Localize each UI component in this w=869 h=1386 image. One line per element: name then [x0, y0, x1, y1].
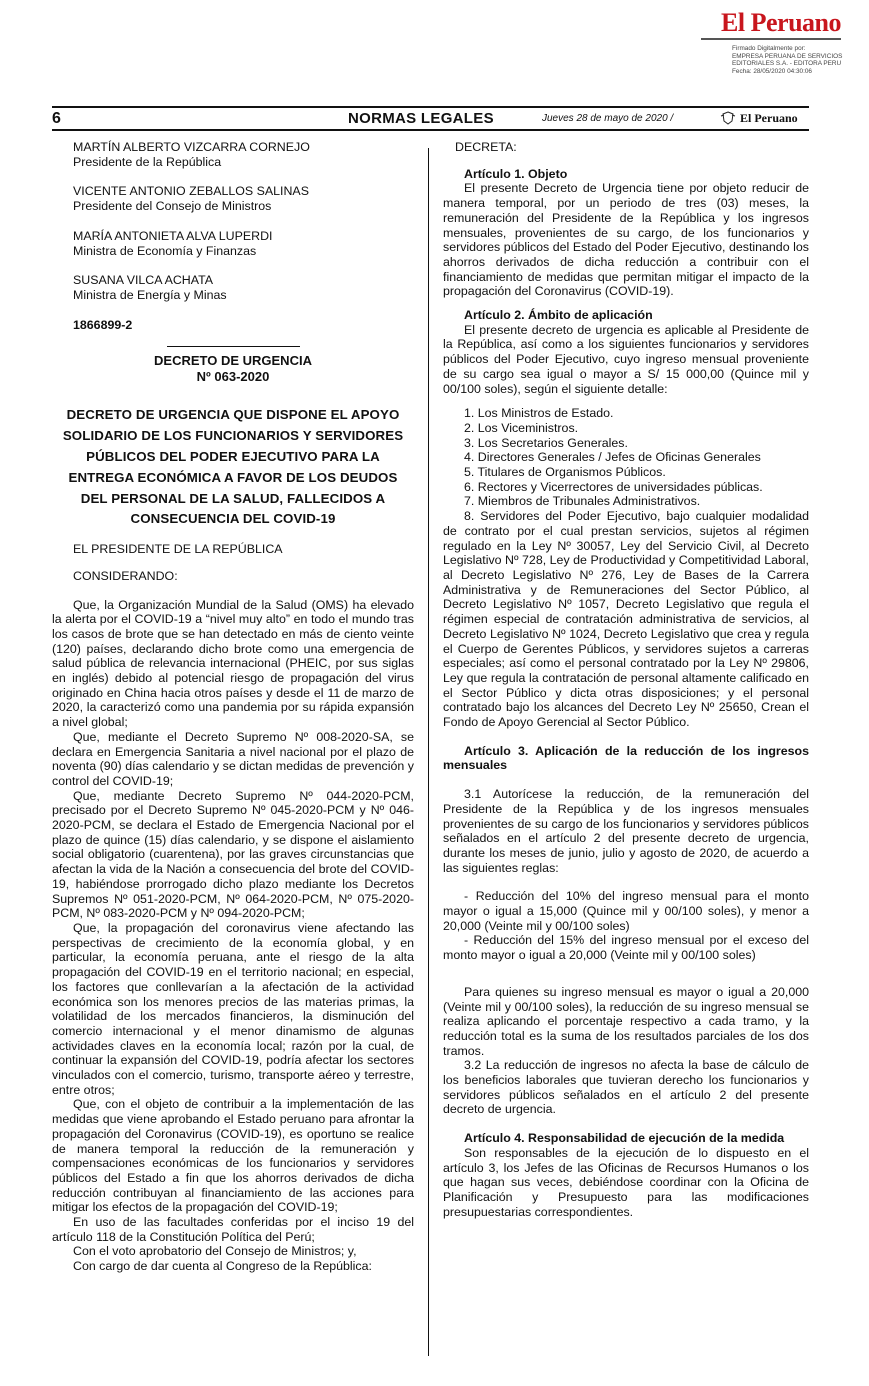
issue-date: Jueves 28 de mayo de 2020 /: [542, 113, 674, 124]
article-4-heading: Artículo 4. Responsabilidad de ejecución de la medida: [464, 1131, 785, 1146]
list-item: 7. Miembros de Tribunales Administrativos.: [464, 494, 701, 509]
list-item: 5. Titulares de Organismos Públicos.: [464, 465, 666, 480]
signatory: [73, 184, 414, 213]
decree-type: DECRETO DE URGENCIA: [154, 353, 312, 369]
article-3-1: 3.1 Autorícese la reducción, de la remuneración del Presidente de la República y de los ingresos mensuales provenientes de su cargo de los funcionarios y servidores públicos señalados en el artículo 2 del presente decreto de urgencia, durante los meses de junio, julio y agosto de 2020, de acuerdo a las siguientes reglas:: [443, 787, 809, 875]
masthead: [701, 10, 841, 40]
signatory-name: MARTÍN ALBERTO VIZCARRA CORNEJO: [73, 140, 310, 154]
article-1-heading: Artículo 1. Objeto: [464, 166, 568, 181]
list-item: 3. Los Secretarios Generales.: [464, 435, 628, 450]
header-bottom-rule: [52, 129, 809, 131]
rule-bullet: - Reducción del 10% del ingreso mensual para el monto mayor o igual a 15,000 (Quince mil y 00/100 soles), y menor a 20,000 (Veinte mil y 00/100 soles): [443, 889, 809, 933]
paragraph: Que, la Organización Mundial de la Salud (OMS) ha elevado la alerta por el COVID-19 a “nivel muy alto” en todo el mundo tras los casos de brote que se han detectado en más de ciento veinte (120) países, declarando dicho brote como una emergencia de salud pública de relevancia internacional (PHEIC, por sus siglas en inglés) debido al potencial riesgo de propagación del virus originado en China hacia otros países y desde el 11 de marzo de 2020, la caracterizó como una pandemia por su rápida expansión a nivel global;: [52, 597, 414, 730]
signatory-name: SUSANA VILCA ACHATA: [73, 273, 214, 288]
decreta-heading: DECRETA:: [455, 140, 517, 154]
list-item: 1. Los Ministros de Estado.: [464, 406, 614, 421]
signatory-title: Ministra de Energía y Minas: [73, 287, 227, 302]
considering-heading: CONSIDERANDO:: [73, 568, 178, 583]
signature-line: EMPRESA PERUANA DE SERVICIOS: [732, 52, 843, 60]
signature-line: Firmado Digitalmente por:: [732, 45, 806, 52]
paragraph: Con el voto aprobatorio del Consejo de Ministros; y,: [73, 1244, 357, 1259]
page-header: [52, 110, 809, 128]
right-column: [443, 140, 809, 1219]
decree-title: DECRETO DE URGENCIA QUE DISPONE EL APOYO SOLIDARIO DE LOS FUNCIONARIOS Y SERVIDORES PÚBLICOS DEL PODER EJECUTIVO PARA LA ENTREGA ECONÓMICA A FAVOR DE LOS DEUDOS DEL PERSONAL DE LA SALUD, FALLECIDOS A CONSECUENCIA DEL COVID-19: [62, 407, 404, 527]
paragraph: Que, mediante Decreto Supremo Nº 044-2020-PCM, precisado por el Decreto Supremo Nº 045-2020-PCM y Nº 046-2020-PCM, se declara el Estado de Emergencia Nacional por el plazo de quince (15) días calendario, y se dispone el aislamiento social obligatorio (cuarentena), por las graves circunstancias que afectan la vida de la Nación a consecuencia del brote del COVID-19, habiéndose prorrogado dicho plazo mediante los Decretos Supremos Nº 051-2020-PCM, Nº 064-2020-PCM, Nº 075-2020-PCM, Nº 083-2020-PCM y Nº 094-2020-PCM;: [52, 788, 414, 921]
signature-line: EDITORIALES S.A. - EDITORA PERU: [732, 60, 842, 68]
paragraph: Que, la propagación del coronavirus viene afectando las perspectivas de crecimiento de la economía global, y en particular, la economía peruana, ante el riesgo de la alta propagación del COVID-19 en el territorio nacional; en especial, los factores que conllevarían a la afectación de la actividad económica son los menores precios de las materias primas, la volatilidad de los mercados financieros, la disminución del comercio internacional y el menor dinamismo de algunas actividades claves en la economía local; razón por la cual, de continuar la expansión del COVID-19, podría afectar los sectores vinculados con el comercio, turismo, transporte aéreo y terrestre, entre otros;: [52, 920, 414, 1097]
paragraph: Que, mediante el Decreto Supremo Nº 008-2020-SA, se declara en Emergencia Sanitaria a nivel nacional por el plazo de noventa (90) días calendario y se dictan medidas de prevención y control del COVID-19;: [52, 729, 414, 788]
article-2-body: El presente decreto de urgencia es aplicable al Presidente de la República, así como a los siguientes funcionarios y servidores públicos del Poder Ejecutivo, cuyo ingreso mensual proveniente de su cargo sea igual o mayor a S/ 15 000,00 (Quince mil y 00/100 soles), según el siguiente detalle:: [443, 322, 809, 396]
list-item-8: 8. Servidores del Poder Ejecutivo, bajo cualquier modalidad de contrato por el cual prestan servicios, sujetos al régimen regulado en la Ley Nº 30057, Ley del Servicio Civil, al Decreto Legislativo Nº 728, Ley de Productividad y Competitividad Laboral, al Decreto Legislativo Nº 276, Ley de Bases de la Carrera Administrativa y de Remuneraciones del Sector Público, al Decreto Legislativo Nº 1057, Decreto Legislativo que regula el régimen especial de contratación administrativa de servicios, al Decreto Legislativo Nº 1024, Decreto Legislativo que crea y regula el Cuerpo de Gerentes Públicos, y servidores sujetos a carreras especiales; así como el personal contratado por la Ley Nº 29806, Ley que regula la contratación de personal altamente calificado en el Sector Público y dicta otras disposiciones; y el personal contratado bajo los alcances del Decreto Ley Nº 25650, Crean el Fondo de Apoyo Gerencial al Sector Público.: [443, 509, 809, 730]
decree-number: Nº 063-2020: [196, 369, 270, 385]
paragraph: En uso de las facultades conferidas por el inciso 19 del artículo 118 de la Constitución Política del Perú;: [52, 1215, 414, 1244]
list-item: 6. Rectores y Vicerrectores de universidades públicas.: [464, 479, 763, 494]
paragraph: Con cargo de dar cuenta al Congreso de la República:: [73, 1259, 372, 1274]
article-3-note: Para quienes su ingreso mensual es mayor o igual a 20,000 (Veinte mil y 00/100 soles), la reducción de su ingreso mensual se realiza aplicando el porcentaje respectivo a cada tramo, y la reducción total es la suma de los resultados parciales de los dos tramos.: [443, 984, 809, 1058]
paragraph: Que, con el objeto de contribuir a la implementación de las medidas que viene aprobando el Estado peruano para afrontar la propagación del Coronavirus (COVID-19), es oportuno se realice de manera temporal la reducción de la remuneración y compensaciones económicas de los funcionarios y servidores públicos del Estado a fin que los ahorros derivados de dicha reducción contribuyan al financiamiento de las acciones para mitigar los efectos de la propagación del COVID-19;: [52, 1097, 414, 1215]
article-2-heading: Artículo 2. Ámbito de aplicación: [464, 308, 653, 323]
section-title: NORMAS LEGALES: [348, 110, 494, 127]
signatory: [73, 229, 414, 258]
signature-line: Fecha: 28/05/2020 04:30:06: [732, 67, 812, 75]
reference-number: 1866899-2: [73, 317, 133, 332]
separator-rule: [167, 346, 300, 347]
header-top-rule: [52, 106, 809, 108]
coat-of-arms-icon: [720, 111, 736, 125]
list-item: 2. Los Viceministros.: [464, 420, 579, 435]
el-peruano-logo: El Peruano: [721, 8, 841, 37]
signatory-name: MARÍA ANTONIETA ALVA LUPERDI: [73, 228, 273, 243]
president-line: EL PRESIDENTE DE LA REPÚBLICA: [73, 542, 283, 557]
rule-bullet: - Reducción del 15% del ingreso mensual por el exceso del monto mayor o igual a 20,000 (Veinte mil y 00/100 soles): [443, 933, 809, 963]
signatory-title: Ministra de Economía y Finanzas: [73, 243, 257, 258]
article-4-body: Son responsables de la ejecución de lo dispuesto en el artículo 3, los Jefes de las Oficinas de Recursos Humanos o los que hagan sus veces, debiéndose coordinar con la Oficina de Planificación y Presupuesto para las modificaciones presupuestarias correspondientes.: [443, 1145, 809, 1219]
list-item: 4. Directores Generales / Jefes de Oficinas Generales: [464, 450, 761, 465]
signatory-name: VICENTE ANTONIO ZEBALLOS SALINAS: [73, 184, 309, 199]
article-1-body: El presente Decreto de Urgencia tiene por objeto reducir de manera temporal, por un periodo de tres (03) meses, la remuneración del Presidente de la República y los ingresos mensuales, provenientes de su cargo, de los funcionarios y servidores públicos del Estado del Poder Ejecutivo, destinando los ahorros derivados de dicha reducción a contribuir con el financiamiento de medidas que permitan mitigar el impacto de la propagación del Coronavirus (COVID-19).: [443, 181, 809, 299]
signatory-title: Presidente del Consejo de Ministros: [73, 199, 272, 214]
article-2-list: [443, 406, 809, 509]
signatory-title: Presidente de la República: [73, 154, 222, 169]
signatory: [73, 140, 414, 169]
digital-signature: [732, 45, 857, 75]
article-3-2: 3.2 La reducción de ingresos no afecta la base de cálculo de los beneficios laborales que tuvieran derecho los funcionarios y servidores públicos señalados en el artículo 2 del presente decreto de urgencia.: [443, 1058, 809, 1117]
column-divider: [428, 148, 429, 1356]
left-column: [52, 140, 414, 1274]
page-number: 6: [52, 110, 61, 127]
article-3-heading: Artículo 3. Aplicación de la reducción de los ingresos mensuales: [443, 743, 809, 773]
signatory: [73, 273, 414, 302]
masthead-rule: [701, 38, 841, 40]
header-logo: El Peruano: [740, 111, 798, 125]
